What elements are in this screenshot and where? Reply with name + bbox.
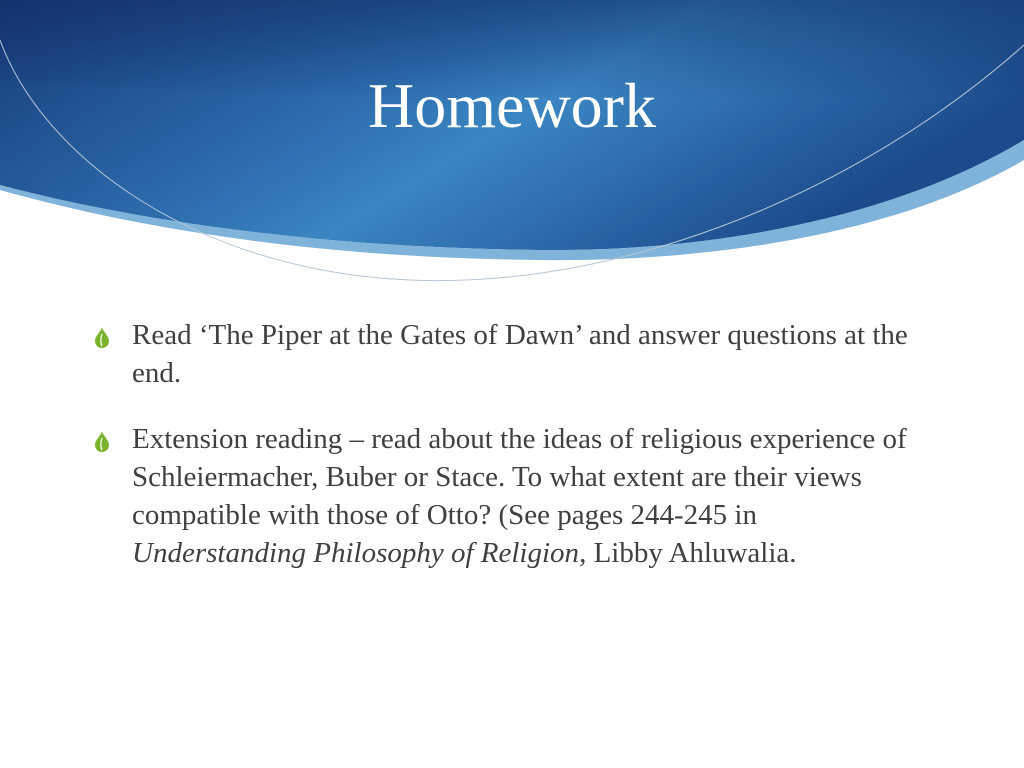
leaf-bullet-icon bbox=[94, 328, 110, 348]
bullet-item bbox=[94, 316, 934, 392]
leaf-bullet-icon bbox=[94, 432, 110, 452]
bullet-list bbox=[94, 316, 934, 600]
book-title: Understanding Philosophy of Religion bbox=[132, 537, 580, 569]
header-banner bbox=[0, 0, 1024, 300]
slide-title: Homework bbox=[368, 70, 656, 141]
bullet-text-part: Extension reading – read about the ideas of religious experience of Schleiermacher, Buber or Stace. To what extent are their views compatible with those of Otto? (See pages 244-245 in bbox=[132, 423, 907, 531]
bullet-text-part: , Libby Ahluwalia. bbox=[579, 537, 797, 569]
bullet-text: Read ‘The Piper at the Gates of Dawn’ and answer questions at the end. bbox=[132, 319, 908, 389]
bullet-text bbox=[132, 423, 907, 569]
bullet-item bbox=[94, 420, 934, 572]
